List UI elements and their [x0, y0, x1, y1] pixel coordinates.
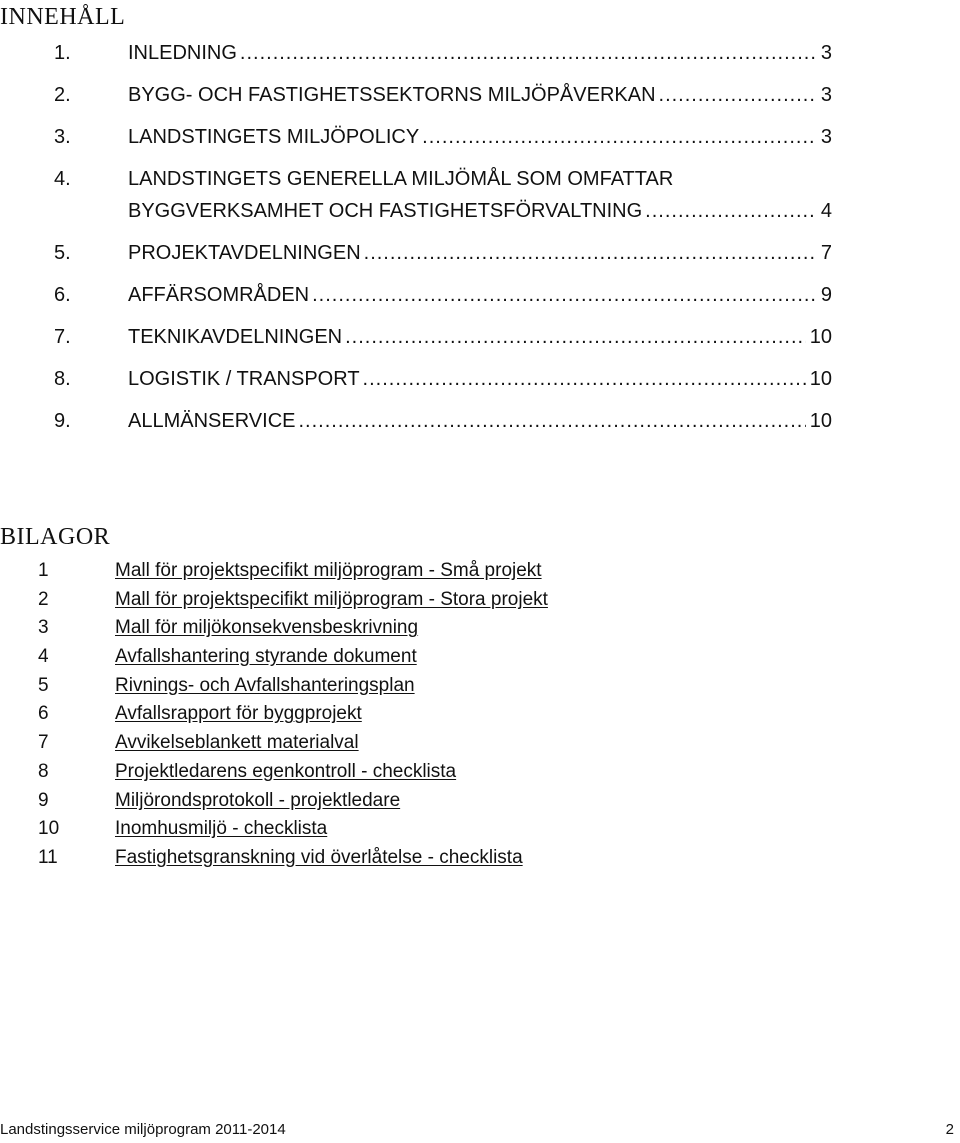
dot-leader	[345, 321, 806, 353]
appendix-number: 6	[38, 703, 49, 725]
appendix-item	[0, 643, 960, 672]
toc-entry[interactable]	[0, 316, 960, 358]
toc-page-number: 7	[820, 242, 832, 264]
toc-page-number: 10	[809, 326, 832, 348]
toc-entry-number: 3.	[54, 126, 71, 148]
toc-entry-number: 9.	[54, 410, 71, 432]
toc-entry[interactable]	[0, 32, 960, 74]
dot-leader	[363, 363, 806, 395]
toc-entry-text: PROJEKTAVDELNINGEN	[128, 242, 361, 264]
appendix-link[interactable]: Mall för projektspecifikt miljöprogram - Stora projekt	[115, 588, 548, 610]
toc-entry-title	[128, 400, 832, 437]
appendix-number: 9	[38, 789, 49, 811]
appendix-item	[0, 614, 960, 643]
appendix-number: 10	[38, 818, 60, 840]
table-of-contents	[0, 32, 960, 442]
toc-entry[interactable]	[0, 116, 960, 158]
toc-entry-text: BYGGVERKSAMHET OCH FASTIGHETSFÖRVALTNING	[128, 200, 643, 222]
appendices-heading: BILAGOR	[0, 524, 111, 550]
toc-page-number: 3	[820, 42, 832, 64]
toc-entry-title	[128, 158, 832, 227]
appendix-link[interactable]: Fastighetsgranskning vid överlåtelse - checklista	[115, 846, 523, 868]
dot-leader	[659, 79, 817, 111]
toc-entry-text: TEKNIKAVDELNINGEN	[128, 326, 343, 348]
toc-entry[interactable]	[0, 158, 960, 232]
appendix-item	[0, 758, 960, 787]
toc-entry-text: AFFÄRSOMRÅDEN	[128, 284, 310, 306]
toc-entry-text: INLEDNING	[128, 42, 237, 64]
appendix-link[interactable]: Avvikelseblankett materialval	[115, 732, 359, 754]
appendix-item	[0, 787, 960, 816]
appendix-number: 1	[38, 560, 49, 581]
toc-page-number: 4	[820, 200, 832, 222]
toc-entry[interactable]	[0, 400, 960, 442]
appendix-number: 11	[38, 846, 58, 868]
toc-entry-number: 5.	[54, 242, 71, 264]
appendix-link[interactable]: Miljörondsprotokoll - projektledare	[115, 789, 401, 811]
toc-entry-title	[128, 232, 832, 269]
appendix-item	[0, 586, 960, 615]
appendix-number: 4	[38, 646, 49, 668]
dot-leader	[422, 121, 817, 153]
appendix-link[interactable]: Inomhusmiljö - checklista	[115, 818, 328, 840]
toc-page-number: 9	[820, 284, 832, 306]
toc-entry-title	[128, 116, 832, 153]
dot-leader	[364, 237, 817, 269]
toc-entry[interactable]	[0, 232, 960, 274]
appendix-item	[0, 700, 960, 729]
toc-entry-number: 1.	[54, 42, 71, 64]
toc-entry-text: LOGISTIK / TRANSPORT	[128, 368, 360, 390]
appendices-list	[0, 557, 960, 873]
appendix-number: 8	[38, 760, 49, 782]
appendix-item	[0, 557, 960, 586]
appendix-link[interactable]: Projektledarens egenkontroll - checklista	[115, 760, 457, 782]
appendix-number: 5	[38, 674, 49, 696]
toc-entry-title	[128, 32, 832, 69]
toc-entry-number: 4.	[54, 168, 71, 190]
toc-entry-text: ALLMÄNSERVICE	[128, 410, 296, 432]
appendix-link[interactable]: Rivnings- och Avfallshanteringsplan	[115, 674, 415, 696]
dot-leader	[298, 405, 805, 437]
appendix-item	[0, 729, 960, 758]
toc-page-number: 10	[809, 368, 832, 390]
appendix-link[interactable]: Mall för projektspecifikt miljöprogram - Små projekt	[115, 560, 542, 581]
footer-page-number: 2	[945, 1121, 954, 1138]
appendix-number: 7	[38, 732, 49, 754]
appendix-item	[0, 672, 960, 701]
toc-heading: INNEHÅLL	[0, 4, 126, 30]
dot-leader	[312, 279, 817, 311]
toc-entry-number: 6.	[54, 284, 71, 306]
appendix-number: 2	[38, 588, 49, 610]
toc-entry-title	[128, 316, 832, 353]
page-footer	[0, 1119, 960, 1141]
appendix-item	[0, 815, 960, 844]
appendix-link[interactable]: Avfallsrapport för byggprojekt	[115, 703, 362, 725]
toc-entry[interactable]	[0, 358, 960, 400]
dot-leader	[645, 195, 817, 227]
appendix-link[interactable]: Mall för miljökonsekvensbeskrivning	[115, 617, 419, 639]
dot-leader	[240, 37, 817, 69]
footer-document-title: Landstingsservice miljöprogram 2011-2014	[0, 1121, 286, 1138]
toc-entry[interactable]	[0, 274, 960, 316]
toc-entry[interactable]	[0, 74, 960, 116]
toc-entry-number: 2.	[54, 84, 71, 106]
appendix-item	[0, 844, 960, 873]
toc-entry-text: LANDSTINGETS MILJÖPOLICY	[128, 126, 420, 148]
toc-page-number: 3	[820, 126, 832, 148]
toc-page-number: 10	[809, 410, 832, 432]
toc-entry-text: LANDSTINGETS GENERELLA MILJÖMÅL SOM OMFATTAR	[128, 168, 674, 190]
toc-entry-text: BYGG- OCH FASTIGHETSSEKTORNS MILJÖPÅVERKAN	[128, 84, 656, 106]
toc-entry-title	[128, 74, 832, 111]
toc-page-number: 3	[820, 84, 832, 106]
toc-entry-number: 8.	[54, 368, 71, 390]
appendix-number: 3	[38, 617, 49, 639]
toc-entry-number: 7.	[54, 326, 71, 348]
toc-entry-title	[128, 274, 832, 311]
toc-entry-title	[128, 358, 832, 395]
appendix-link[interactable]: Avfallshantering styrande dokument	[115, 646, 417, 668]
